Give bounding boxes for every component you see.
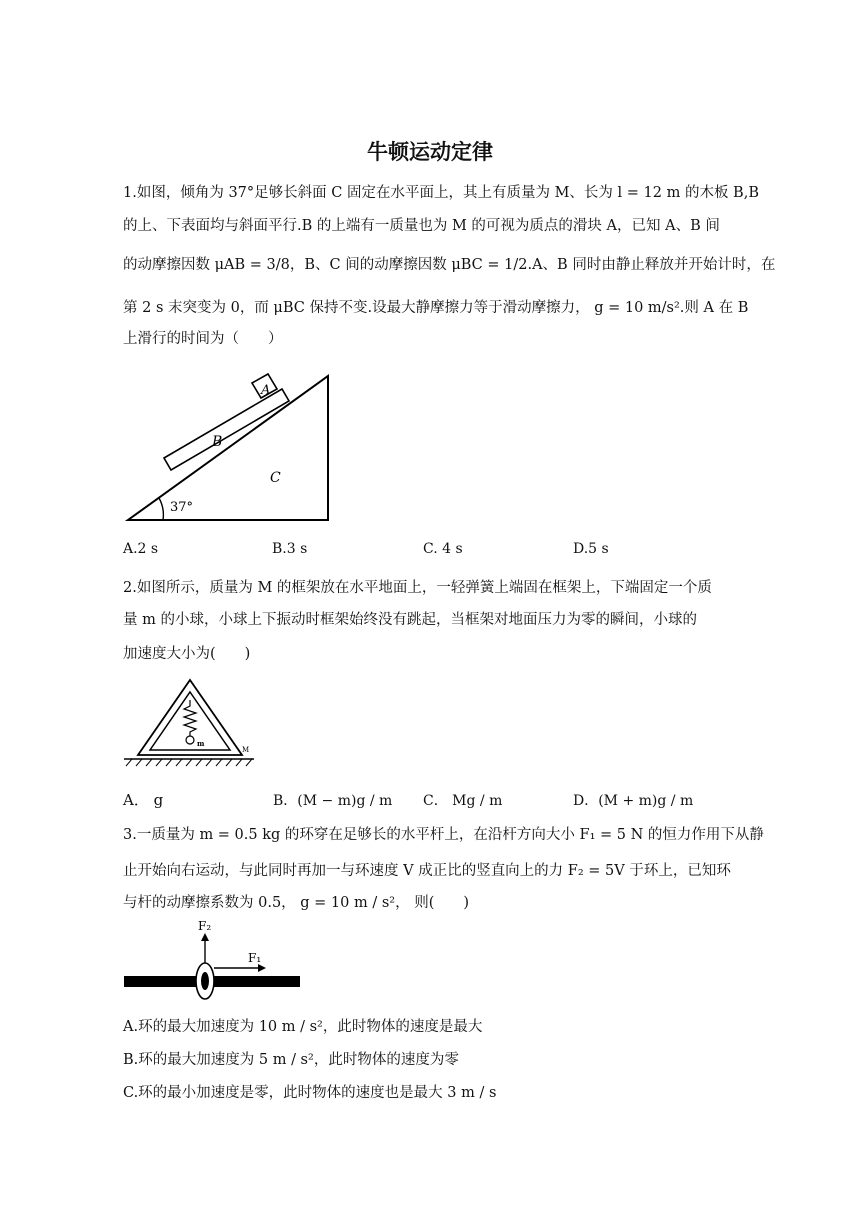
q3-option-b: B.环的最大加速度为 5 m / s²，此时物体的速度为零 — [123, 1052, 459, 1068]
question-3-line-2: 止开始向右运动，与此同时再加一与环速度 V 成正比的竖直向上的力 F₂ = 5V 于环上，已知环 — [123, 863, 731, 879]
frame-spring-figure — [120, 676, 260, 771]
q1-option-b: B.3 s — [272, 541, 308, 557]
spring — [184, 700, 196, 736]
ring-rod-figure — [120, 918, 310, 1000]
label-c: C — [270, 470, 281, 486]
question-2-line-2: 量 m 的小球，小球上下振动时框架始终没有跳起，当框架对地面压力为零的瞬间，小球的 — [123, 612, 697, 628]
q1-option-c: C. 4 s — [423, 541, 463, 557]
question-3-line-1: 3.一质量为 m = 0.5 kg 的环穿在足够长的水平杆上，在沿杆方向大小 F₁ = 5 N 的恒力作用下从静 — [123, 827, 764, 843]
angle-arc — [159, 498, 163, 520]
f1-arrowhead — [258, 964, 266, 972]
q2-option-b: B．(M − m)g / m — [273, 793, 393, 809]
question-1-line-2: 的上、下表面均与斜面平行.B 的上端有一质量也为 M 的可视为质点的滑块 A，已知 A、B 间 — [123, 218, 720, 234]
question-1-line-5: 上滑行的时间为（ ） — [123, 331, 283, 347]
label-small-m: m — [197, 739, 205, 748]
f1-label: F₁ — [248, 951, 262, 965]
question-1-line-1: 1.如图，倾角为 37°足够长斜面 C 固定在水平面上，其上有质量为 M、长为 l = 12 m 的木板 B,B — [123, 185, 759, 201]
q2-option-d: D．(M + m)g / m — [573, 793, 694, 809]
incline-figure — [120, 370, 340, 530]
angle-label: 37° — [170, 500, 194, 515]
board-b — [164, 389, 289, 470]
question-2-line-3: 加速度大小为( ) — [123, 646, 251, 662]
ball — [186, 736, 194, 744]
q1-option-d: D.5 s — [573, 541, 609, 557]
question-3-line-3: 与杆的动摩擦系数为 0.5， g = 10 m / s²， 则( ) — [123, 895, 470, 911]
q2-option-a: A． g — [123, 791, 164, 809]
question-1-line-3: 的动摩擦因数 μAB = 3/8，B、C 间的动摩擦因数 μBC = 1/2.A、B 同时由静止释放并开始计时，在 — [123, 257, 776, 273]
f2-label: F₂ — [198, 919, 212, 933]
q2-option-c: C． Mg / m — [423, 793, 503, 809]
f2-arrowhead — [201, 933, 209, 941]
ground-hatch — [126, 759, 252, 766]
question-1-line-4: 第 2 s 末突变为 0，而 μBC 保持不变.设最大静摩擦力等于滑动摩擦力， g = 10 m/s².则 A 在 B — [123, 300, 749, 316]
q3-option-a: A.环的最大加速度为 10 m / s²，此时物体的速度是最大 — [123, 1019, 483, 1035]
question-2-line-1: 2.如图所示，质量为 M 的框架放在水平地面上，一轻弹簧上端固在框架上，下端固定一个质 — [123, 580, 712, 596]
label-big-m: M — [242, 746, 250, 754]
page-title: 牛顿运动定律 — [367, 140, 493, 164]
q3-option-c: C.环的最小加速度是零，此时物体的速度也是最大 3 m / s — [123, 1085, 497, 1101]
ring-inner — [201, 972, 209, 990]
incline-c — [128, 376, 328, 520]
label-a: A — [261, 383, 271, 398]
label-b: B — [212, 434, 223, 450]
q1-option-a: A.2 s — [123, 541, 159, 557]
